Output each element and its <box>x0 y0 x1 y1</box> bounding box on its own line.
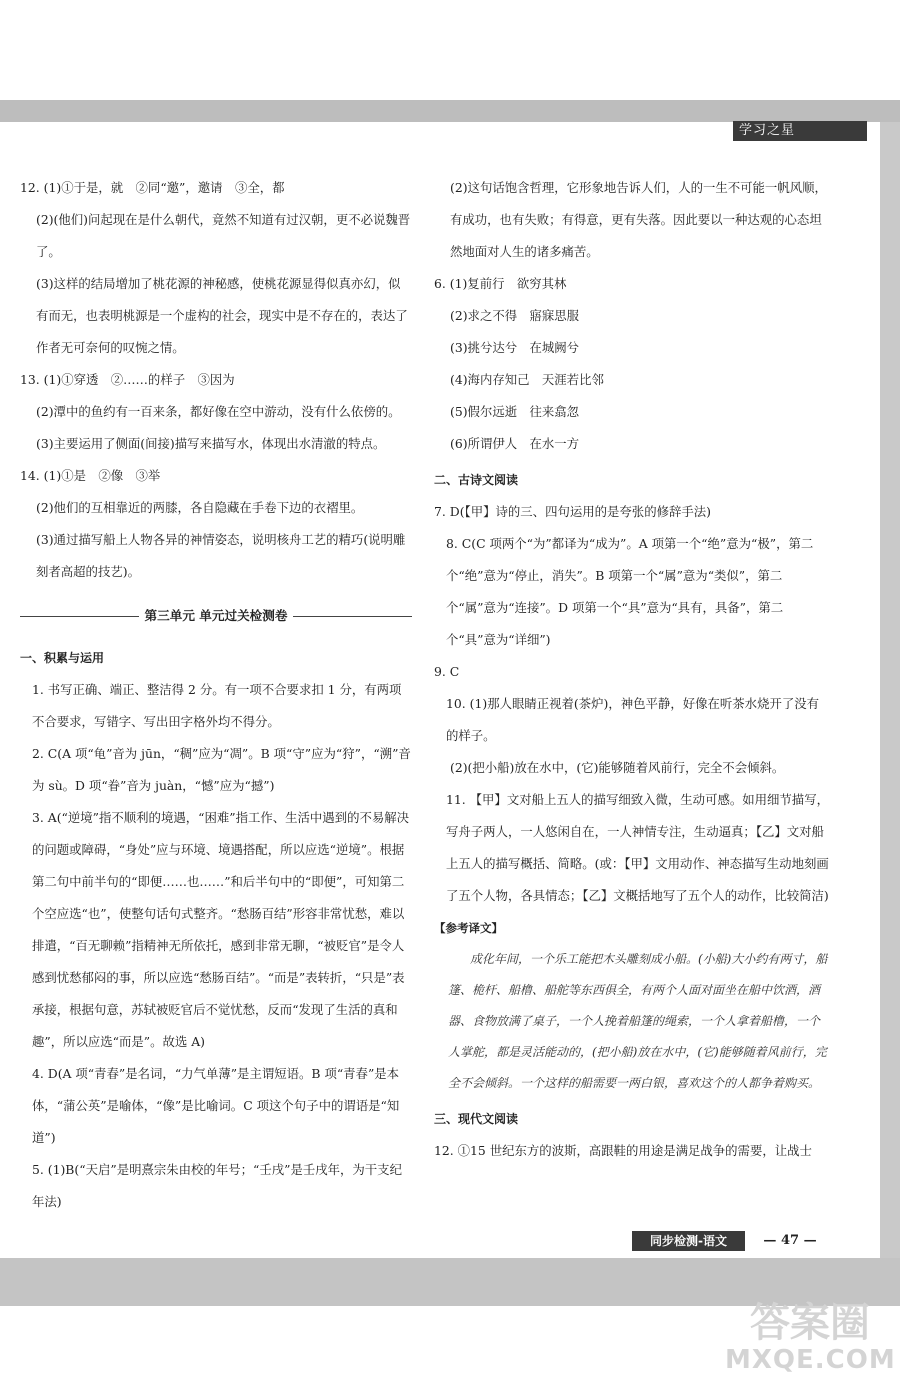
section-heading-1: 一、积累与运用 <box>20 651 105 665</box>
unit-title <box>20 600 412 632</box>
q14-line1: 14. (1)①是 ②像 ③举 <box>20 468 161 483</box>
section-heading-3: 三、现代文阅读 <box>434 1112 519 1126</box>
section-heading-2: 二、古诗文阅读 <box>434 473 519 487</box>
answer-6-line1: 6. (1)复前行 欲穷其林 <box>434 276 567 291</box>
answer-3: 3. A(“逆境”指不顺利的境遇，“困难”指工作、生活中遇到的不易解决的问题或障碍，“身处”应与环境、境遇搭配，所以应选“逆境”。根据第二句中前半句的“即便……也……”和后半句中的“即便”，可知第二个空应选“也”，使整句话句式整齐。“愁肠百结”形容非常忧愁，难以排遣，“百无聊赖”指精神无所依托，感到非常无聊，“被贬官”是令人感到忧愁郁闷的事，所以应选“愁肠百结”。“而是”表转折，“只是”表承接，根据句意，苏轼被贬官后不觉忧愁，反而“发现了生活的真和趣”，所以应选“而是”。故选 A) <box>32 810 410 1049</box>
answer-6-line6: (6)所谓伊人 在水一方 <box>450 436 580 451</box>
reference-translation-text: 成化年间，一个乐工能把木头雕刻成小船。(小船)大小约有两寸，船篷、桅杆、船橹、船舵等东西俱全，有两个人面对面坐在船中饮酒，酒器、食物放满了桌子，一个人挽着船篷的绳索，一个人拿着船橹，一个人掌舵，都是灵活能动的，(把小船)放在水中，(它)能够随着风前行，完全不会倾斜。一个这样的船需要一两白银，喜欢这个的人都争着购买。 <box>448 952 828 1090</box>
title-rule-left <box>20 616 139 617</box>
unit-title-text: 第三单元 单元过关检测卷 <box>144 608 288 623</box>
answer-4: 4. D(A 项“青春”是名词，“力气单薄”是主谓短语。B 项“青春”是本体，“蒲公英”是喻体，“像”是比喻词。C 项这个句子中的谓语是“知道”) <box>32 1066 400 1145</box>
answer-12-modern: 12. ①15 世纪东方的波斯，高跟鞋的用途是满足战争的需要，让战士 <box>434 1143 812 1158</box>
answer-10-part1: 10. (1)那人眼睛正视着(茶炉)，神色平静，好像在听茶水烧开了没有的样子。 <box>446 696 820 743</box>
answer-6-line3: (3)挑兮达兮 在城阙兮 <box>450 340 580 355</box>
q12-line3: (3)这样的结局增加了桃花源的神秘感，使桃花源显得似真亦幻，似有而无，也表明桃源是一个虚构的社会，现实中是不存在的，表达了作者无可奈何的叹惋之情。 <box>36 276 408 355</box>
q13-line1: 13. (1)①穿透 ②……的样子 ③因为 <box>20 372 235 387</box>
answer-6-line5: (5)假尔远逝 往来翕忽 <box>450 404 580 419</box>
answer-8: 8. C(C 项两个“为”都译为“成为”。A 项第一个“绝”意为“极”，第二个“绝”意为“停止，消失”。B 项第一个“属”意为“类似”，第二个“属”意为“连接”。D 项第一个“具”意为“具有，具备”，第二个“具”意为“详细”) <box>446 536 814 647</box>
title-rule-right <box>293 616 412 617</box>
answer-7: 7. D(【甲】诗的三、四句运用的是夸张的修辞手法) <box>434 504 711 519</box>
top-gray-band <box>0 100 900 122</box>
right-gray-margin <box>880 122 900 1262</box>
footer-subject-tab: 同步检测-语文 <box>632 1231 745 1251</box>
answer-6-line2: (2)求之不得 寤寐思服 <box>450 308 580 323</box>
answer-5-part2: (2)这句话饱含哲理，它形象地告诉人们，人的一生不可能一帆风顺，有成功，也有失败；有得意，更有失落。因此要以一种达观的心态坦然地面对人生的诸多痛苦。 <box>450 180 827 259</box>
header-series-tab: 学习之星 <box>733 121 867 141</box>
watermark-line2: MXQE.COM <box>725 1345 896 1375</box>
q13-line3: (3)主要运用了侧面(间接)描写来描写水，体现出水清澈的特点。 <box>36 436 386 451</box>
answer-6-line4: (4)海内存知己 天涯若比邻 <box>450 372 604 387</box>
q12-line2: (2)(他们)问起现在是什么朝代，竟然不知道有过汉朝，更不必说魏晋了。 <box>36 212 411 259</box>
q14-line3: (3)通过描写船上人物各异的神情姿态，说明核舟工艺的精巧(说明雕刻者高超的技艺)。 <box>36 532 406 579</box>
answer-11: 11. 【甲】文对船上五人的描写细致入微，生动可感。如用细节描写，写舟子两人，一人悠闲自在，一人神情专注，生动逼真；【乙】文对船上五人的描写概括、简略。(或：【甲】文用动作、神态描写生动地刻画了五个人物，各具情态；【乙】文概括地写了五个人的动作，比较简洁) <box>446 792 829 903</box>
q12-line1: 12. (1)①于是，就 ②同“邀”，邀请 ③全，都 <box>20 180 285 195</box>
right-column <box>434 172 830 1167</box>
answer-10-part2: (2)(把小船)放在水中，(它)能够随着风前行，完全不会倾斜。 <box>450 760 785 775</box>
site-watermark <box>725 1300 895 1380</box>
reference-translation-label: 【参考译文】 <box>434 921 503 935</box>
answer-1: 1. 书写正确、端正、整洁得 2 分。有一项不合要求扣 1 分，有两项不合要求，写错字、写出田字格外均不得分。 <box>32 682 402 729</box>
q13-line2: (2)潭中的鱼约有一百来条，都好像在空中游动，没有什么依傍的。 <box>36 404 401 419</box>
answer-9: 9. C <box>434 664 460 679</box>
q14-line2: (2)他们的互相靠近的两膝，各自隐藏在手卷下边的衣褶里。 <box>36 500 364 515</box>
left-column <box>20 172 412 1218</box>
watermark-line1: 答案圈 <box>750 1300 870 1346</box>
answer-2: 2. C(A 项“龟”音为 jūn，“稠”应为“凋”。B 项“守”应为“狩”，“溯”音为 sù。D 项“眷”音为 juàn，“憾”应为“撼”) <box>32 746 411 793</box>
bottom-gray-band <box>0 1258 900 1306</box>
answer-5: 5. (1)B(“天启”是明熹宗朱由校的年号；“壬戌”是壬戌年，为干支纪年法) <box>32 1162 402 1209</box>
page-number: — 47 — <box>763 1233 817 1248</box>
